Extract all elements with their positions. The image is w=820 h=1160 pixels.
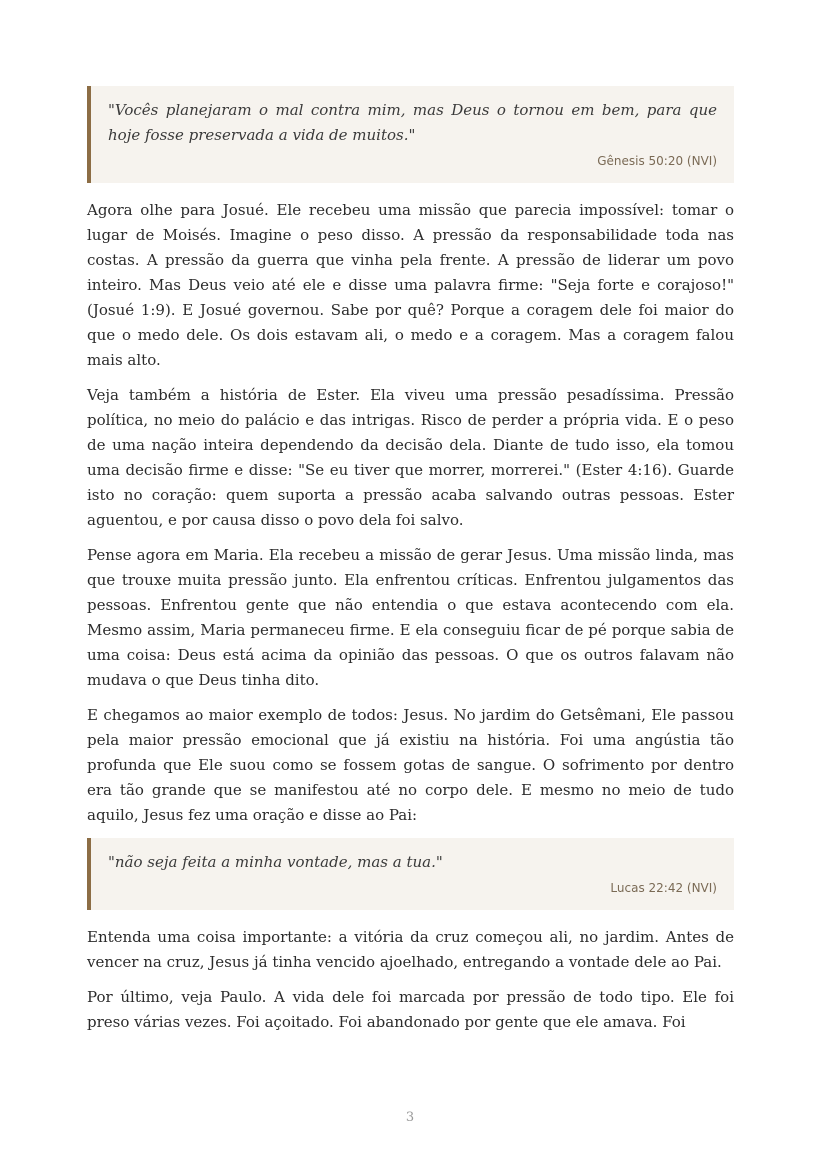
- paragraph: Pense agora em Maria. Ela recebeu a missão de gerar Jesus. Uma missão linda, mas que trouxe muita pressão junto. Ela enfrentou críticas. Enfrentou julgamentos das pessoas. Enfrentou gente que não entendia o que estava acontecendo com ela. Mesmo assim, Maria permaneceu firme. E ela conseguiu ficar de pé porque sabia de uma coisa: Deus está acima da opinião das pessoas. O que os outros falavam não mudava o que Deus tinha dito.: [87, 546, 734, 689]
- quote-reference: Lucas 22:42 (NVI): [610, 881, 717, 895]
- document-page: [87, 86, 734, 1045]
- paragraph: E chegamos ao maior exemplo de todos: Jesus. No jardim do Getsêmani, Ele passou pela maior pressão emocional que já existiu na história. Foi uma angústia tão profunda que Ele suou como se fossem gotas de sangue. O sofrimento por dentro era tão grande que se manifestou até no corpo dele. E mesmo no meio de tudo aquilo, Jesus fez uma oração e disse ao Pai:: [87, 706, 734, 824]
- paragraph: Por último, veja Paulo. A vida dele foi marcada por pressão de todo tipo. Ele foi preso várias vezes. Foi açoitado. Foi abandonado por gente que ele amava. Foi: [87, 988, 734, 1031]
- quote-text: "não seja feita a minha vontade, mas a tua.": [108, 853, 443, 871]
- paragraph: Veja também a história de Ester. Ela viveu uma pressão pesadíssima. Pressão política, no meio do palácio e das intrigas. Risco de perder a própria vida. E o peso de uma nação inteira dependendo da decisão dela. Diante de tudo isso, ela tomou uma decisão firme e disse: "Se eu tiver que morrer, morrerei." (Ester 4:16). Guarde isto no coração: quem suporta a pressão acaba salvando outras pessoas. Ester aguentou, e por causa disso o povo dela foi salvo.: [87, 386, 734, 529]
- paragraph: Agora olhe para Josué. Ele recebeu uma missão que parecia impossível: tomar o lugar de Moisés. Imagine o peso disso. A pressão da responsabilidade toda nas costas. A pressão da guerra que vinha pela frente. A pressão de liderar um povo inteiro. Mas Deus veio até ele e disse uma palavra firme: "Seja forte e corajoso!" (Josué 1:9). E Josué governou. Sabe por quê? Porque a coragem dele foi maior do que o medo dele. Os dois estavam ali, o medo e a coragem. Mas a coragem falou mais alto.: [87, 201, 734, 369]
- paragraph: Entenda uma coisa importante: a vitória da cruz começou ali, no jardim. Antes de vencer na cruz, Jesus já tinha vencido ajoelhado, entregando a vontade dele ao Pai.: [87, 928, 734, 971]
- blockquote: [87, 86, 734, 183]
- quote-reference: Gênesis 50:20 (NVI): [597, 154, 717, 168]
- page-number: 3: [405, 1110, 415, 1125]
- quote-text: "Vocês planejaram o mal contra mim, mas Deus o tornou em bem, para que hoje fosse preservada a vida de muitos.": [108, 101, 717, 144]
- blockquote: [87, 838, 734, 910]
